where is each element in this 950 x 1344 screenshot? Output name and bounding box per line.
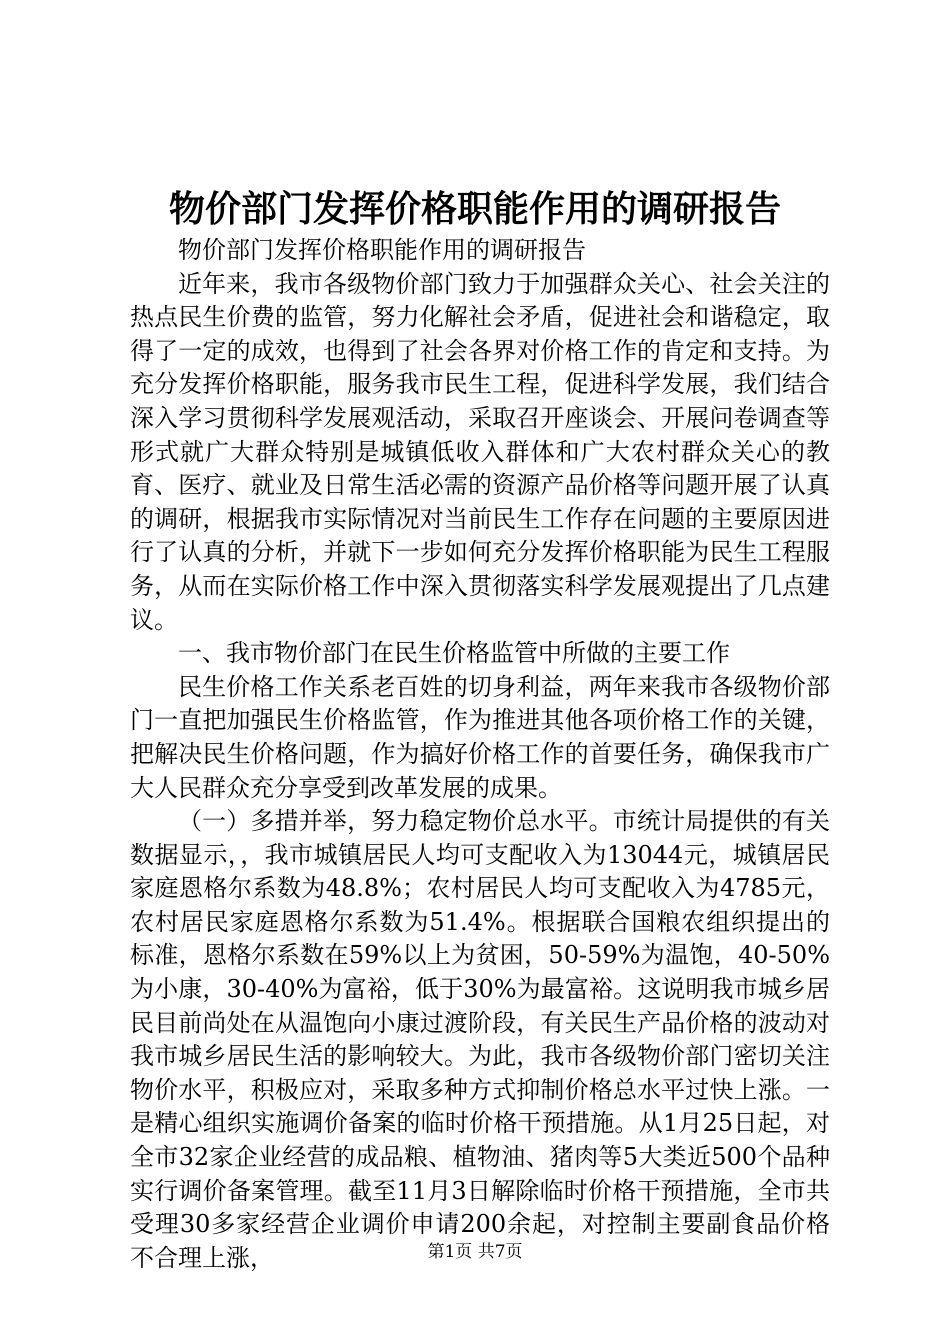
page-number: 第1页 共7页 — [427, 1242, 523, 1262]
intro-paragraph: 近年来，我市各级物价部门致力于加强群众关心、社会关注的热点民生价费的监管，努力化解社会矛盾，促进社会和谐稳定，取得了一定的成效，也得到了社会各界对价格工作的肯定和支持。为充分发挥价格职能，服务我市民生工程，促进科学发展，我们结合深入学习贯彻科学发展观活动，采取召开座谈会、开展问卷调查等形式就广大群众特别是城镇低收入群体和广大农村群众关心的教育、医疗、就业及日常生活必需的资源产品价格等问题开展了认真的调研，根据我市实际情况对当前民生工作存在问题的主要原因进行了认真的分析，并就下一步如何充分发挥价格职能为民生工程服务，从而在实际价格工作中深入贯彻落实科学发展观提出了几点建议。 — [130, 269, 830, 634]
subsection-paragraph: （一）多措并举，努力稳定物价总水平。市统计局提供的有关数据显示，，我市城镇居民人均可支配收入为13044元，城镇居民家庭恩格尔系数为48.8%；农村居民人均可支配收入为4785元，农村居民家庭恩格尔系数为51.4%。根据联合国粮农组织提出的标准，恩格尔系数在59%以上为贫困，50-59%为温饱，40-50%为小康，30-40%为富裕，低于30%为最富裕。这说明我市城乡居民目前尚处在从温饱向小康过渡阶段，有关民生产品价格的波动对我市城乡居民生活的影响较大。为此，我市各级物价部门密切关注物价水平，积极应对，采取多种方式抑制价格总水平过快上涨。一是精心组织实施调价备案的临时价格干预措施。从1月25日起，对全市32家企业经营的成品粮、植物油、猪肉等5大类近500个品种实行调价备案管理。截至11月3日解除临时价格干预措施，全市共受理30多家经营企业调价申请200余起，对控制主要副食品价格不合理上涨， — [130, 807, 830, 1272]
section-heading: 一、我市物价部门在民生价格监管中所做的主要工作 — [178, 639, 730, 668]
document-body — [130, 234, 830, 1275]
subtitle-paragraph: 物价部门发挥价格职能作用的调研报告 — [178, 236, 586, 264]
section-paragraph: 民生价格工作关系老百姓的切身利益，两年来我市各级物价部门一直把加强民生价格监管，作为推进其他各项价格工作的关键，把解决民生价格问题，作为搞好价格工作的首要任务，确保我市广大人民群众充分享受到改革发展的成果。 — [130, 672, 830, 802]
document-title: 物价部门发挥价格职能作用的调研报告 — [168, 188, 781, 230]
